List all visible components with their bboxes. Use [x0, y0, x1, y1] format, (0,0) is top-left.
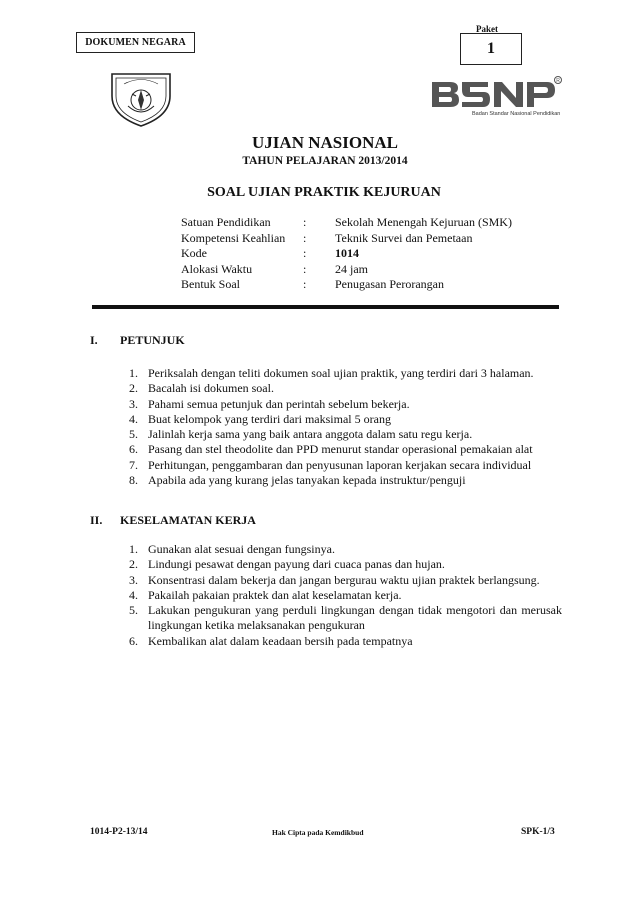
item-number: 6. [129, 442, 138, 457]
item-number: 8. [129, 473, 138, 488]
list-item [129, 366, 562, 381]
list-item [129, 573, 562, 588]
footer-copyright: Hak Cipta pada Kemdikbud [272, 828, 364, 837]
info-colon: : [303, 246, 307, 260]
item-number: 1. [129, 542, 138, 556]
footer-page: SPK-1/3 [521, 827, 555, 837]
paket-number: 1 [460, 33, 522, 65]
info-colon: : [303, 230, 307, 245]
item-number: 6. [129, 633, 138, 648]
info-value: 24 jam [335, 261, 368, 276]
item-text: Konsentrasi dalam bekerja dan jangan bergurau waktu ujian praktek berlangsung. [148, 572, 540, 587]
exam-year: TAHUN PELAJARAN 2013/2014 [242, 155, 408, 167]
list-item [129, 412, 562, 427]
list-item [129, 458, 562, 473]
tut-wuri-handayani-emblem [102, 66, 180, 128]
item-number: 4. [129, 411, 138, 426]
list-item [129, 427, 562, 442]
item-number: 3. [129, 572, 138, 587]
item-number: 7. [129, 457, 138, 472]
info-row [181, 246, 512, 262]
svg-text:R: R [556, 78, 560, 84]
dokumen-negara-label: DOKUMEN NEGARA [76, 32, 195, 53]
item-number: 1. [129, 366, 138, 380]
info-label: Kompetensi Keahlian [181, 230, 286, 245]
info-label: Alokasi Waktu [181, 261, 253, 276]
item-number: 4. [129, 587, 138, 602]
item-text: Jalinlah kerja sama yang baik antara anggota dalam satu regu kerja. [148, 427, 473, 442]
item-text: Lindungi pesawat dengan payung dari cuaca panas dan hujan. [148, 557, 445, 572]
info-row [181, 262, 512, 278]
info-value: 1014 [335, 246, 359, 260]
item-text: Lakukan pengukuran yang perduli lingkungan dengan tidak mengotori dan merusak lingkungan ketika melaksanakan pengukuran [148, 603, 562, 633]
info-row [181, 277, 512, 293]
info-value: Sekolah Menengah Kejuruan (SMK) [335, 215, 512, 229]
item-text: Pahami semua petunjuk dan perintah sebelum bekerja. [148, 396, 410, 411]
info-label: Satuan Pendidikan [181, 215, 271, 229]
item-number: 2. [129, 381, 138, 396]
item-number: 3. [129, 396, 138, 411]
info-row [181, 231, 512, 247]
divider [92, 305, 559, 309]
info-value: Teknik Survei dan Pemetaan [335, 230, 473, 245]
item-text: Pasang dan stel theodolite dan PPD menurut standar operasional pemakaian alat [148, 442, 533, 457]
section-title: PETUNJUK [120, 333, 185, 347]
list-item [129, 634, 562, 649]
exam-info-table [181, 215, 512, 293]
section-number: II. [90, 513, 103, 527]
info-colon: : [303, 277, 307, 291]
exam-title: UJIAN NASIONAL [252, 133, 398, 152]
info-value: Penugasan Perorangan [335, 277, 444, 291]
list-item [129, 473, 562, 488]
item-text: Gunakan alat sesuai dengan fungsinya. [148, 542, 335, 556]
info-row [181, 215, 512, 231]
info-colon: : [303, 215, 307, 229]
list-item [129, 542, 562, 557]
item-text: Periksalah dengan teliti dokumen soal ujian praktik, yang terdiri dari 3 halaman. [148, 366, 534, 380]
list-item [129, 603, 562, 634]
list-item [129, 397, 562, 412]
list-item [129, 381, 562, 396]
info-colon: : [303, 261, 307, 276]
item-text: Kembalikan alat dalam keadaan bersih pada tempatnya [148, 633, 413, 648]
item-number: 5. [129, 603, 138, 618]
info-label: Bentuk Soal [181, 277, 240, 291]
item-number: 2. [129, 557, 138, 572]
section-number: I. [90, 333, 98, 347]
item-text: Buat kelompok yang terdiri dari maksimal 5 orang [148, 411, 391, 426]
item-text: Pakailah pakaian praktek dan alat keselamatan kerja. [148, 587, 402, 602]
safety-list [129, 542, 562, 649]
list-item [129, 588, 562, 603]
bsnp-subtitle: Badan Standar Nasional Pendidikan [472, 111, 561, 117]
list-item [129, 442, 562, 457]
item-text: Perhitungan, penggambaran dan penyusunan laporan kerjakan secara individual [148, 457, 532, 472]
item-text: Apabila ada yang kurang jelas tanyakan kepada instruktur/penguji [148, 473, 466, 488]
instruction-list [129, 366, 562, 488]
section-title: KESELAMATAN KERJA [120, 513, 256, 527]
item-number: 5. [129, 427, 138, 442]
paket-label: Paket [476, 24, 498, 34]
footer-code: 1014-P2-13/14 [90, 827, 148, 837]
info-label: Kode [181, 246, 207, 260]
exam-subject: SOAL UJIAN PRAKTIK KEJURUAN [207, 185, 441, 200]
list-item [129, 557, 562, 572]
item-text: Bacalah isi dokumen soal. [148, 381, 274, 396]
